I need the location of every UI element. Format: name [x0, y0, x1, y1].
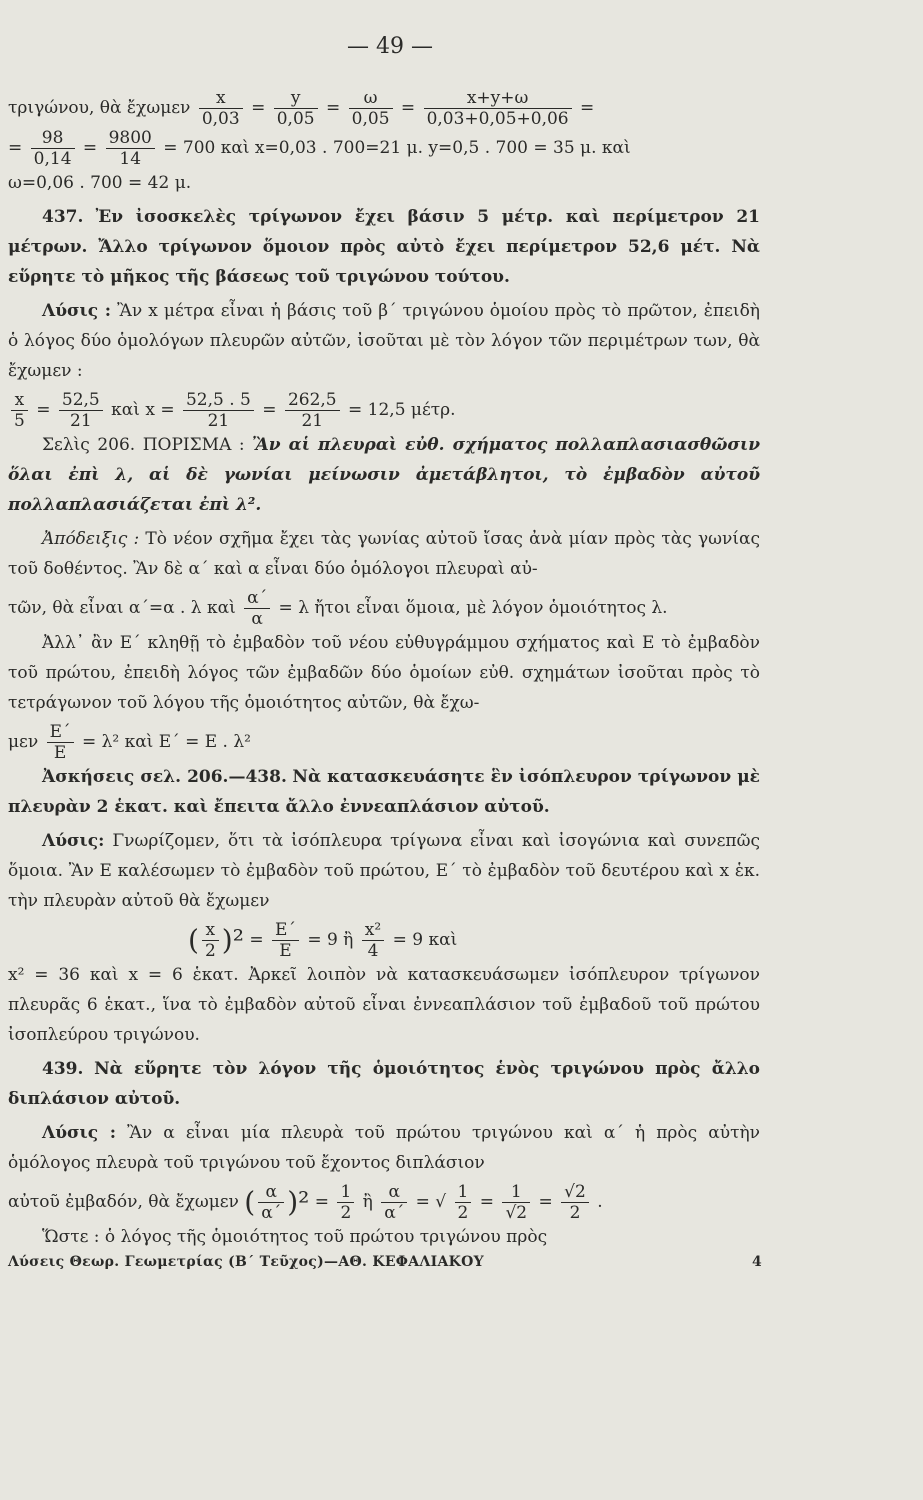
- solution-text: Ἂν α εἶναι μία πλευρὰ τοῦ πρώτου τριγώνου καὶ α΄ ἡ πρὸς αὐτὴν ὁμόλογος πλευρὰ τοῦ τριγώνου τοῦ ἔχοντος διπλάσιον: [8, 1123, 761, 1173]
- fraction: $\frac{x+y+\omega}{0,03+0,05+0,06}$: [424, 88, 572, 129]
- symbol: =: [82, 138, 98, 158]
- fraction: $\frac{\text{x²}}{4}$: [362, 920, 384, 961]
- porisma: [8, 430, 760, 520]
- signature-number: 4: [751, 1254, 762, 1270]
- fraction: $\frac{y}{0,05}$: [274, 88, 318, 129]
- fraction: $\frac{9800}{14}$: [106, 128, 155, 169]
- fraction: $\frac{1}{2}$: [337, 1182, 354, 1223]
- symbol: =: [326, 98, 341, 118]
- exercise-lead: Ἀσκήσεις σελ. 206.—438.: [42, 767, 287, 787]
- fraction: $\frac{E΄}{E}$: [272, 920, 299, 961]
- symbol: =: [538, 1192, 553, 1212]
- symbol: )²: [221, 923, 244, 957]
- equation-line-7: [8, 920, 760, 960]
- text: καὶ x =: [111, 400, 175, 420]
- fraction: $\frac{√2}{2}$: [561, 1182, 589, 1223]
- symbol: =: [36, 400, 51, 420]
- fraction: $\frac{1}{√2}$: [502, 1182, 530, 1223]
- symbol: =: [262, 400, 277, 420]
- exercise-437: [8, 202, 760, 292]
- exercise-text: Νὰ εὕρητε τὸν λόγον τῆς ὁμοιότητος ἑνὸς τριγώνου πρὸς ἄλλο διπλάσιον αὐτοῦ.: [8, 1059, 761, 1109]
- fraction: $\frac{1}{2}$: [455, 1182, 472, 1223]
- symbol: (: [244, 1185, 256, 1219]
- solution-label: Λύσις:: [42, 831, 105, 851]
- porisma-lead: Σελὶς 206. ΠΟΡΙΣΜΑ :: [42, 435, 245, 455]
- fraction: $\frac{\alpha}{\alpha΄}$: [381, 1182, 407, 1223]
- text: = λ² καὶ Ε΄ = Ε . λ²: [81, 732, 251, 752]
- fraction: $\frac{52,5 . 5}{21}$: [183, 390, 254, 431]
- text: = 9 καὶ: [392, 930, 458, 950]
- symbol: )²: [287, 1185, 310, 1219]
- page-content: [8, 88, 760, 1256]
- fraction: $\frac{\omega}{0,05}$: [349, 88, 393, 129]
- text: = 12,5 μέτρ.: [348, 400, 456, 420]
- text: = 700 καὶ x=0,03 . 700=21 μ. y=0,5 . 700 = 35 μ. καὶ: [163, 138, 631, 158]
- solution-label: Λύσις :: [42, 301, 111, 321]
- fraction: $\frac{98}{0,14}$: [31, 128, 75, 169]
- footer: [8, 1254, 768, 1270]
- solution-439: [8, 1118, 760, 1178]
- fraction: $\frac{x}{0,03}$: [199, 88, 243, 129]
- text-line: ω=0,06 . 700 = 42 μ.: [8, 173, 192, 193]
- page-number: — 49 —: [347, 34, 433, 59]
- text: τῶν, θὰ εἶναι α΄=α . λ καὶ: [8, 598, 236, 618]
- solution-label: Λύσις :: [42, 1123, 116, 1143]
- text: ἢ: [362, 1192, 373, 1212]
- exercise-number: 439.: [42, 1059, 84, 1079]
- symbol: = √: [415, 1192, 447, 1212]
- proof-label: Ἀπόδειξις :: [42, 529, 140, 549]
- fraction: $\frac{262,5}{21}$: [285, 390, 340, 431]
- solution-text: Γνωρίζομεν, ὅτι τὰ ἰσόπλευρα τρίγωνα εἶναι καὶ ἰσογώνια καὶ συνεπῶς ὅμοια. Ἂν Ε καλέσωμεν τὸ ἐμβαδὸν τοῦ πρώτου, Ε΄ τὸ ἐμβαδὸν τοῦ δευτέρου καὶ x ἑκ. τὴν πλευρὰν αὐτοῦ θὰ ἔχωμεν: [8, 831, 760, 911]
- porisma-text: Ἂν αἱ πλευραὶ εὐθ. σχήματος πολλαπλασιασθῶσιν ὅλαι ἐπὶ λ, αἱ δὲ γωνίαι μείνωσιν ἀμετάβλητοι, τὸ ἐμβαδὸν αὐτοῦ πολλαπλασιάζεται ἐπὶ λ².: [8, 435, 760, 515]
- proof-continued: Ἀλλ᾽ ἂν Ε΄ κληθῇ τὸ ἐμβαδὸν τοῦ νέου εὐθυγράμμου σχήματος καὶ Ε τὸ ἐμβαδὸν τοῦ πρώτου, ἐπειδὴ λόγος τῶν ἐμβαδῶν δύο ὁμοίων εὐθ. σχημάτων ἰσοῦται πρὸς τὸ τετράγωνον τοῦ λόγου τῆς ὁμοιότητος αὐτῶν, θὰ ἔχω-: [8, 633, 760, 713]
- fraction: $\frac{\alpha΄}{\alpha}$: [244, 588, 270, 629]
- text: αὐτοῦ ἐμβαδόν, θὰ ἔχωμεν: [8, 1192, 239, 1212]
- symbol: =: [479, 1192, 495, 1212]
- symbol: =: [580, 98, 595, 118]
- text: = 9 ἢ: [307, 930, 354, 950]
- text-line: Ὥστε : ὁ λόγος τῆς ὁμοιότητος τοῦ πρώτου τριγώνου πρὸς: [42, 1227, 548, 1247]
- equation-line-8: [8, 1182, 760, 1222]
- equation-line-1: [8, 88, 760, 128]
- proof-text: Τὸ νέον σχῆμα ἔχει τὰς γωνίας αὐτοῦ ἴσας ἀνὰ μίαν πρὸς τὰς γωνίας τοῦ δοθέντος. Ἂν δὲ α΄ καὶ α εἶναι δύο ὁμόλογοι πλευραὶ αὐ-: [8, 529, 761, 579]
- solution-text: Ἂν x μέτρα εἶναι ἡ βάσις τοῦ β΄ τριγώνου ὁμοίου πρὸς τὸ πρῶτον, ἐπειδὴ ὁ λόγος δύο ὁμολόγων πλευρῶν αὐτῶν, ἰσοῦται μὲ τὸν λόγον τῶν περιμέτρων των, θὰ ἔχωμεν :: [8, 301, 760, 381]
- exercise-text: Νὰ κατασκευάσητε ἓν ἰσόπλευρον τρίγωνον μὲ πλευρὰν 2 ἑκατ. καὶ ἔπειτα ἄλλο ἐννεαπλάσιον αὐτοῦ.: [8, 767, 760, 817]
- solution-438-conclusion: x² = 36 καὶ x = 6 ἑκατ. Ἀρκεῖ λοιπὸν νὰ κατασκευάσωμεν ἰσόπλευρον τρίγωνον πλευρᾶς 6 ἑκατ., ἵνα τὸ ἐμβαδὸν αὐτοῦ εἶναι ἐννεαπλάσιον τοῦ ἐμβαδοῦ τοῦ πρώτου ἰσοπλεύρου τριγώνου.: [8, 965, 760, 1045]
- solution-437: [8, 296, 760, 386]
- solution-438: [8, 826, 760, 916]
- fraction: $\frac{E΄}{E}$: [47, 722, 74, 763]
- symbol: =: [314, 1192, 330, 1212]
- fraction: $\frac{x}{2}$: [202, 920, 219, 961]
- text: μεν: [8, 732, 39, 752]
- text: = λ ἤτοι εἶναι ὅμοια, μὲ λόγον ὁμοιότητος λ.: [278, 598, 668, 618]
- fraction: $\frac{\alpha}{\alpha΄}$: [258, 1182, 284, 1223]
- exercise-439: [8, 1054, 760, 1114]
- equation-line-5: [8, 588, 760, 628]
- symbol: =: [249, 930, 264, 950]
- exercise-number: 437.: [42, 207, 84, 227]
- fraction: $\frac{x}{5}$: [11, 390, 28, 431]
- equation-line-2: [8, 128, 760, 168]
- symbol: =: [251, 98, 266, 118]
- equation-line-4: [8, 390, 760, 430]
- symbol: (: [188, 923, 199, 957]
- proof: [8, 524, 760, 584]
- footer-text: Λύσεις Θεωρ. Γεωμετρίας (Β΄ Τεῦχος)—ΑΘ. ΚΕΦΑΛΙΑΚΟΥ: [8, 1254, 484, 1270]
- fraction: $\frac{52,5}{21}$: [59, 390, 103, 431]
- exercise-text: Ἐν ἰσοσκελὲς τρίγωνον ἔχει βάσιν 5 μέτρ. καὶ περίμετρον 21 μέτρων. Ἄλλο τρίγωνον ὅμοιον πρὸς αὐτὸ ἔχει περίμετρον 52,6 μέτ. Νὰ εὕρητε τὸ μῆκος τῆς βάσεως τοῦ τριγώνου τούτου.: [8, 207, 760, 287]
- exercise-438: [8, 762, 760, 822]
- equation-line-6: [8, 722, 760, 762]
- symbol: =: [400, 98, 416, 118]
- symbol: .: [597, 1192, 603, 1212]
- symbol: =: [8, 138, 23, 158]
- text: τριγώνου, θὰ ἔχωμεν: [8, 98, 191, 118]
